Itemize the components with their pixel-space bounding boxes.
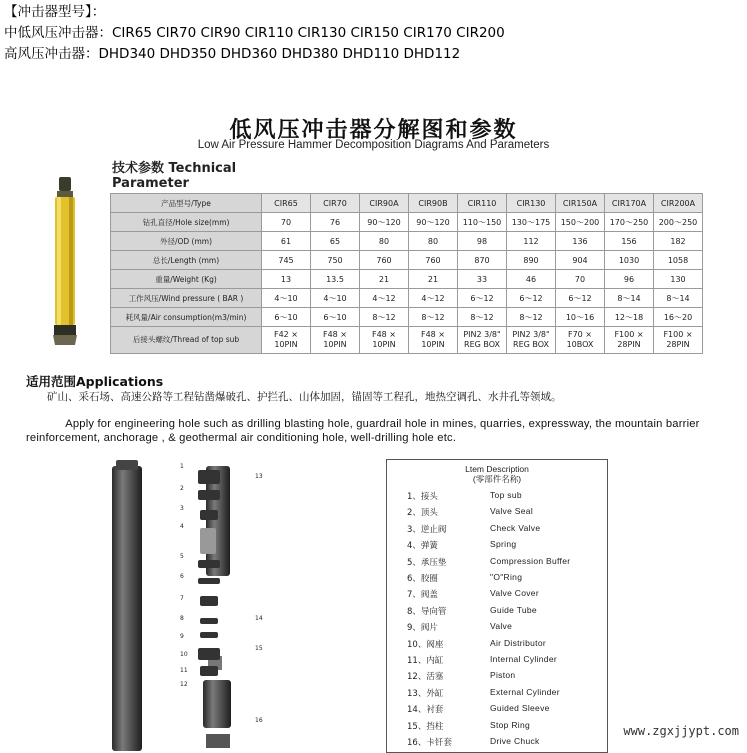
part-number-label: 11 <box>180 667 188 674</box>
part-number-label: 14 <box>255 615 263 622</box>
spec-cell: 6～12 <box>556 289 605 308</box>
thread-spec-top: PIN2 3/8" <box>512 330 550 339</box>
spec-cell-thread <box>605 327 654 354</box>
spec-cell: 6～10 <box>262 308 311 327</box>
legend-item-en: Compression Buffer <box>490 555 571 566</box>
spec-cell: 8～14 <box>605 289 654 308</box>
legend-item <box>387 670 607 684</box>
legend-item-en: Guided Sleeve <box>490 703 550 714</box>
spec-cell: 4～10 <box>262 289 311 308</box>
legend-item <box>387 720 607 734</box>
component-part <box>200 666 218 676</box>
legend-item-zh: 8、导向管 <box>407 606 447 617</box>
spec-cell: 130～175 <box>507 213 556 232</box>
part-number-label: 16 <box>255 717 263 724</box>
part-number-label: 7 <box>180 595 184 602</box>
legend-item-en: Air Distributor <box>490 637 546 648</box>
legend-item-zh: 15、挡柱 <box>407 721 444 732</box>
legend-item-zh: 1、接头 <box>407 492 438 502</box>
spec-cell: 750 <box>311 251 360 270</box>
spec-cell: 70 <box>556 270 605 289</box>
legend-item <box>387 605 607 619</box>
spec-row-label: 外径/OD (mm) <box>111 232 262 251</box>
legend-item-en: Top sub <box>490 490 522 500</box>
legend-item-en: "O"Ring <box>490 572 523 582</box>
tech-params-heading <box>112 161 236 191</box>
spec-row <box>111 213 703 232</box>
component-part <box>200 596 218 606</box>
part-number-label: 5 <box>180 553 184 560</box>
applications-text-zh: 矿山、采石场、高速公路等工程钻凿爆破孔、护拦孔、山体加固，锚固等工程孔，地热空调孔、水井孔等领域。 <box>47 391 562 403</box>
thread-spec-top: PIN2 3/8" <box>463 330 501 339</box>
legend-item-en: Guide Tube <box>490 604 537 615</box>
spec-cell: 745 <box>262 251 311 270</box>
piston-part <box>203 680 231 728</box>
spec-cell: 13 <box>262 270 311 289</box>
legend-item-zh: 7、阀盖 <box>407 590 438 601</box>
tech-heading-line2: Parameter <box>112 176 189 191</box>
legend-item-en: External Cylinder <box>490 686 560 697</box>
spec-cell: 8～14 <box>654 289 703 308</box>
spec-cell: CIR200A <box>654 194 703 213</box>
spec-row <box>111 308 703 327</box>
legend-item-zh: 13、外缸 <box>407 688 444 699</box>
spec-cell: CIR90A <box>360 194 409 213</box>
spec-cell-thread <box>409 327 458 354</box>
thread-spec-bottom: 28PIN <box>617 340 641 349</box>
thread-spec-bottom: 10PIN <box>421 340 445 349</box>
spec-cell: 12～18 <box>605 308 654 327</box>
legend-item <box>387 523 607 537</box>
legend-item-en: Piston <box>490 670 516 681</box>
intro-line-high-pressure: 高风压冲击器：DHD340 DHD350 DHD360 DHD380 DHD110 DHD112 <box>4 46 461 62</box>
component-part <box>198 560 220 568</box>
legend-item-zh: 10、阀座 <box>407 639 444 650</box>
applications-heading: 适用范围Applications <box>26 374 164 389</box>
spec-row <box>111 194 703 213</box>
spec-cell-thread <box>458 327 507 354</box>
spec-cell: 80 <box>409 232 458 251</box>
spec-cell: 10～16 <box>556 308 605 327</box>
thread-spec-top: F42 × <box>273 330 299 339</box>
spec-cell: 8～12 <box>458 308 507 327</box>
spec-cell: 890 <box>507 251 556 270</box>
legend-item <box>387 490 607 504</box>
legend-item-en: Spring <box>490 539 517 550</box>
component-part <box>200 618 218 624</box>
spec-cell: CIR110 <box>458 194 507 213</box>
thread-spec-bottom: 10PIN <box>323 340 347 349</box>
part-number-label: 12 <box>180 681 188 688</box>
spec-row-label: 耗风量/Air consumption(m3/min) <box>111 308 262 327</box>
part-number-label: 8 <box>180 615 184 622</box>
spec-row-label: 重量/Weight (Kg) <box>111 270 262 289</box>
spec-cell-thread <box>360 327 409 354</box>
spec-cell: 4～12 <box>409 289 458 308</box>
spec-cell: 98 <box>458 232 507 251</box>
poster-title-en: Low Air Pressure Hammer Decomposition Diagrams And Parameters <box>197 139 550 151</box>
spec-cell: CIR150A <box>556 194 605 213</box>
thread-spec-bottom: REG BOX <box>464 340 500 349</box>
spec-cell: CIR70 <box>311 194 360 213</box>
spec-cell: 70 <box>262 213 311 232</box>
exploded-parts-diagram <box>100 460 320 751</box>
legend-item <box>387 621 607 635</box>
watermark: www.zgxjjypt.com <box>623 724 739 738</box>
intro-line-low-pressure: 中低风压冲击器：CIR65 CIR70 CIR90 CIR110 CIR130 CIR150 CIR170 CIR200 <box>4 25 505 41</box>
component-part <box>200 632 218 638</box>
spec-cell: 110～150 <box>458 213 507 232</box>
spec-cell: 76 <box>311 213 360 232</box>
hammer-photo <box>46 177 84 347</box>
part-number-label: 13 <box>255 473 263 480</box>
spec-cell: 170～250 <box>605 213 654 232</box>
spec-cell: 80 <box>360 232 409 251</box>
spec-table <box>110 193 703 354</box>
legend-item <box>387 556 607 570</box>
thread-spec-bottom: 10PIN <box>372 340 396 349</box>
legend-item-zh: 4、弹簧 <box>407 541 438 552</box>
spec-cell: 1058 <box>654 251 703 270</box>
legend-title-zh: (零部件名称) <box>472 474 522 484</box>
spec-row <box>111 289 703 308</box>
spec-cell: 90～120 <box>409 213 458 232</box>
part-number-label: 2 <box>180 485 184 492</box>
legend-item-zh: 5、承压垫 <box>407 557 447 568</box>
spec-cell: 6～12 <box>507 289 556 308</box>
spec-row-label: 后接头螺纹/Thread of top sub <box>111 327 262 354</box>
spec-row-label: 钻孔直径/Hole size(mm) <box>111 213 262 232</box>
legend-item-zh: 9、阀片 <box>407 623 438 634</box>
spec-cell: 1030 <box>605 251 654 270</box>
spec-cell: 8～12 <box>360 308 409 327</box>
thread-spec-bottom: 28PIN <box>666 340 690 349</box>
spec-cell: 6～12 <box>458 289 507 308</box>
spec-cell: 8～12 <box>409 308 458 327</box>
component-part <box>198 490 220 500</box>
thread-spec-bottom: 10PIN <box>274 340 298 349</box>
spec-cell: 96 <box>605 270 654 289</box>
spec-cell-thread <box>556 327 605 354</box>
spec-cell: CIR170A <box>605 194 654 213</box>
spec-cell: CIR130 <box>507 194 556 213</box>
thread-spec-top: F100 × <box>614 330 644 339</box>
applications-text-en: Apply for engineering hole such as drilling blasting hole, guardrail hole in mines, quarries, expressway, the mountain barrier reinforcement, anchorage , & geothermal air conditioning hole, well-drilling hole etc. <box>26 418 700 444</box>
legend-item <box>387 506 607 520</box>
thread-spec-top: F48 × <box>420 330 446 339</box>
spec-row-label: 产品型号/Type <box>111 194 262 213</box>
thread-spec-top: F48 × <box>322 330 348 339</box>
legend-item-zh: 12、活塞 <box>407 672 444 683</box>
spec-cell-thread <box>654 327 703 354</box>
legend-item-zh: 2、顶头 <box>407 508 438 519</box>
spec-cell: 870 <box>458 251 507 270</box>
legend-item-en: Valve <box>490 621 513 632</box>
legend-item-en: Check Valve <box>490 522 541 533</box>
legend-item-en: Valve Seal <box>490 506 534 517</box>
component-part <box>198 470 220 484</box>
spec-cell: 13.5 <box>311 270 360 289</box>
component-part <box>198 578 220 584</box>
thread-spec-top: F70 × <box>567 330 593 339</box>
spec-row-label: 总长/Length (mm) <box>111 251 262 270</box>
legend-item <box>387 687 607 701</box>
spec-cell: 90～120 <box>360 213 409 232</box>
legend-item <box>387 736 607 750</box>
part-number-label: 10 <box>180 651 188 658</box>
legend-item-en: Stop Ring <box>490 719 531 730</box>
legend-item <box>387 588 607 602</box>
spec-cell: 200～250 <box>654 213 703 232</box>
legend-title <box>387 464 607 484</box>
part-number-label: 15 <box>255 645 263 652</box>
legend-item <box>387 539 607 553</box>
product-poster <box>0 95 747 751</box>
thread-spec-top: F48 × <box>371 330 397 339</box>
thread-spec-top: F100 × <box>663 330 693 339</box>
assembled-hammer-body <box>112 466 142 751</box>
part-number-label: 4 <box>180 523 184 530</box>
spec-cell-thread <box>507 327 556 354</box>
spec-cell: 46 <box>507 270 556 289</box>
component-part <box>200 510 218 520</box>
legend-item <box>387 572 607 586</box>
intro-text <box>4 2 505 65</box>
spec-cell: 182 <box>654 232 703 251</box>
spec-cell-thread <box>262 327 311 354</box>
spec-row <box>111 232 703 251</box>
legend-item-zh: 16、卡钎套 <box>407 738 452 748</box>
legend-item <box>387 654 607 668</box>
spec-row <box>111 270 703 289</box>
component-part <box>198 648 220 660</box>
legend-item-zh: 11、内缸 <box>407 656 444 666</box>
spec-cell: 4～10 <box>311 289 360 308</box>
spec-row <box>111 251 703 270</box>
spec-cell: 65 <box>311 232 360 251</box>
spec-cell: 16～20 <box>654 308 703 327</box>
spec-cell: 760 <box>409 251 458 270</box>
component-part <box>200 528 216 554</box>
spec-cell: 8～12 <box>507 308 556 327</box>
spec-cell: 112 <box>507 232 556 251</box>
legend-item-zh: 3、逆止阀 <box>407 524 447 535</box>
legend-item-zh: 14、衬套 <box>407 705 444 716</box>
spec-cell: 21 <box>360 270 409 289</box>
spec-row-label: 工作风压/Wind pressure ( BAR ) <box>111 289 262 308</box>
thread-spec-bottom: 10BOX <box>566 340 594 349</box>
spec-cell: 6～10 <box>311 308 360 327</box>
legend-item-en: Valve Cover <box>490 588 539 599</box>
spec-cell: 33 <box>458 270 507 289</box>
part-number-label: 3 <box>180 505 184 512</box>
spec-cell: 61 <box>262 232 311 251</box>
spec-row-thread <box>111 327 703 354</box>
thread-spec-bottom: REG BOX <box>513 340 549 349</box>
parts-legend <box>386 459 608 753</box>
legend-item-zh: 6、胶圈 <box>407 574 438 584</box>
spec-cell-thread <box>311 327 360 354</box>
spec-cell: 904 <box>556 251 605 270</box>
part-number-label: 1 <box>180 463 184 470</box>
legend-item-en: Internal Cylinder <box>490 654 557 664</box>
intro-heading: 【冲击器型号】： <box>4 4 106 20</box>
poster-title-zh: 低风压冲击器分解图和参数 <box>229 118 518 143</box>
spec-cell: 130 <box>654 270 703 289</box>
spec-cell: CIR65 <box>262 194 311 213</box>
spec-cell: 760 <box>360 251 409 270</box>
part-number-label: 6 <box>180 573 184 580</box>
tech-heading-line1: 技术参数 Technical <box>112 161 237 176</box>
spec-cell: CIR90B <box>409 194 458 213</box>
legend-title-en: Ltem Description <box>465 464 529 474</box>
spec-cell: 21 <box>409 270 458 289</box>
legend-item <box>387 638 607 652</box>
legend-item-en: Drive Chuck <box>490 736 540 746</box>
spec-cell: 150～200 <box>556 213 605 232</box>
spec-cell: 136 <box>556 232 605 251</box>
legend-item <box>387 703 607 717</box>
part-number-label: 9 <box>180 633 184 640</box>
spec-cell: 156 <box>605 232 654 251</box>
spec-cell: 4～12 <box>360 289 409 308</box>
